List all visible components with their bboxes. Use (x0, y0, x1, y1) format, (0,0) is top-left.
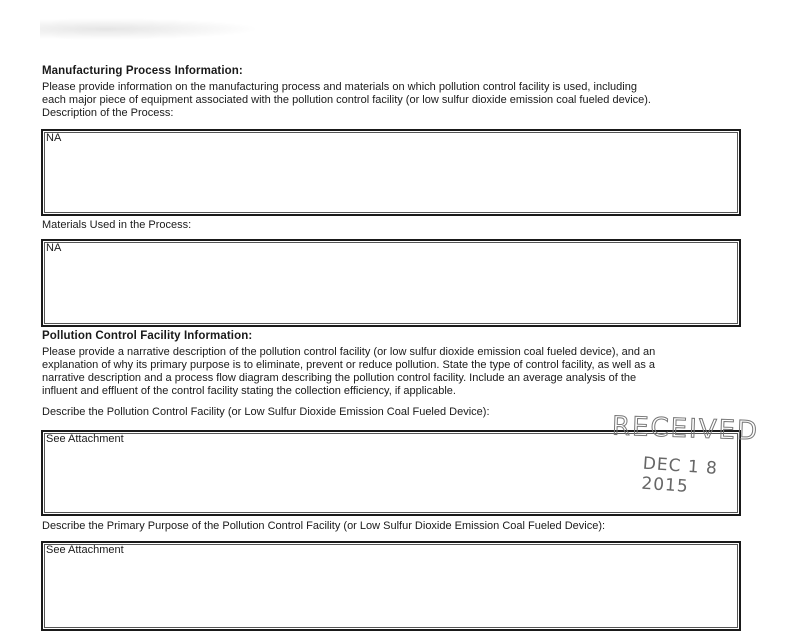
describe-facility-label: Describe the Pollution Control Facility (or Low Sulfur Dioxide Emission Coal Fueled Device): (42, 406, 490, 418)
pollution-instructions-line1: Please provide a narrative description of the pollution control facility (or low sulfur dioxide emission coal fueled device), and an (42, 346, 656, 358)
materials-label: Materials Used in the Process: (42, 219, 192, 231)
manufacturing-instructions-line2: each major piece of equipment associated with the pollution control facility (or low sulfur dioxide emission coal fueled device). (42, 94, 651, 106)
describe-facility-value: See Attachment (46, 433, 124, 445)
manufacturing-heading: Manufacturing Process Information: (42, 65, 243, 77)
process-description-value: NA (46, 132, 62, 144)
process-description-field[interactable] (41, 129, 741, 216)
pollution-instructions-line3: narrative description and a process flow diagram describing the pollution control facility. Include an average analysis of the (42, 372, 637, 384)
primary-purpose-value: See Attachment (46, 544, 124, 556)
received-stamp-text: RECEIVED (611, 411, 760, 447)
scan-smudge (40, 18, 260, 40)
materials-field[interactable] (41, 239, 741, 327)
process-description-label: Description of the Process: (42, 107, 174, 119)
received-stamp (606, 412, 766, 522)
materials-value: NA (46, 242, 62, 254)
primary-purpose-label: Describe the Primary Purpose of the Pollution Control Facility (or Low Sulfur Dioxide Emission Coal Fueled Device): (42, 520, 606, 532)
pollution-instructions-line2: explanation of why its primary purpose is to eliminate, prevent or reduce pollution. State the type of control facility, as well as a (42, 359, 656, 371)
pollution-control-heading: Pollution Control Facility Information: (42, 330, 253, 342)
manufacturing-instructions-line1: Please provide information on the manufacturing process and materials on which pollution control facility is used, including (42, 81, 637, 93)
pollution-instructions-line4: influent and effluent of the control facility stating the collection efficiency, if applicable. (42, 385, 456, 397)
received-stamp-date: DEC 1 8 2015 (640, 453, 719, 497)
